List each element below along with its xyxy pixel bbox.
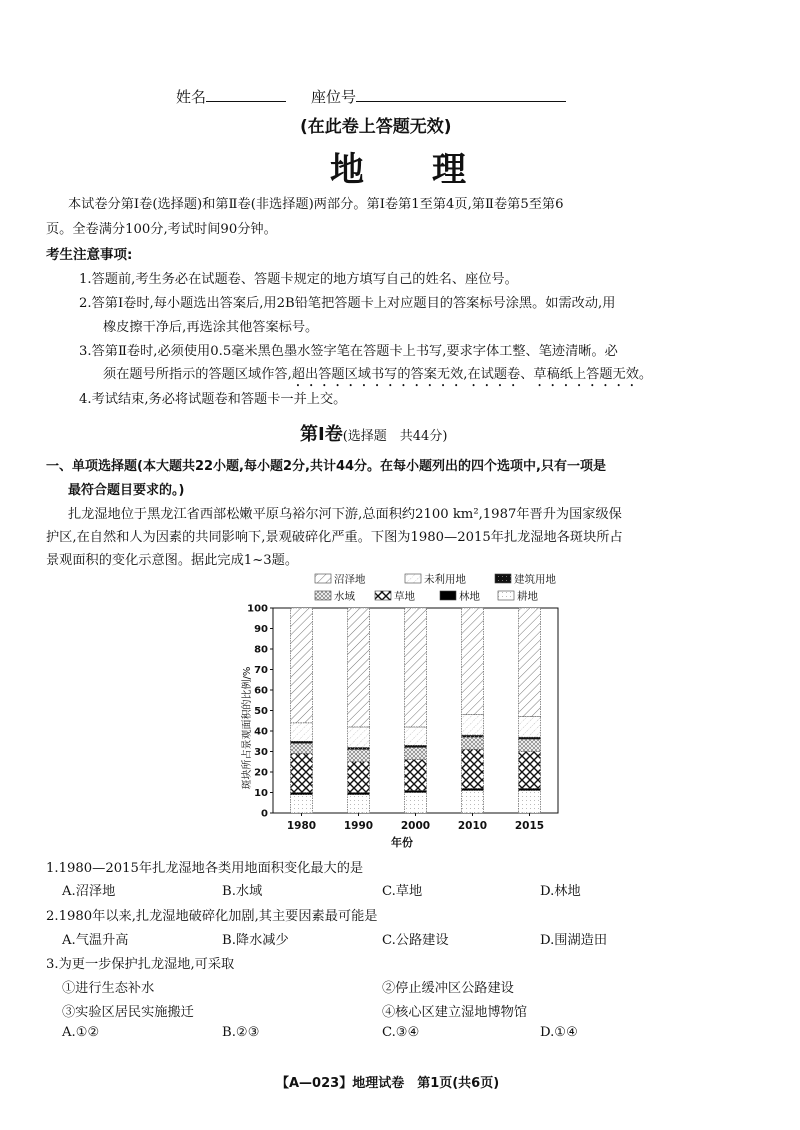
chart-legend (315, 573, 556, 603)
legend-label: 建筑用地 (514, 573, 556, 586)
legend-swatch (405, 574, 421, 583)
y-tick-label: 80 (254, 644, 268, 656)
y-tick-label: 40 (254, 726, 268, 738)
bar-segment (462, 737, 484, 749)
bar-segment (348, 727, 370, 748)
bar-segment (462, 608, 484, 715)
notice-item-3b-emphasis: 超出答题区域书写的答案无效,在试题卷、草稿纸上答题无效。 (291, 367, 653, 382)
bar-segment (519, 788, 541, 790)
bar-segment (519, 717, 541, 738)
bar-segment (462, 788, 484, 790)
intro-line-2: 页。全卷满分100分,考试时间90分钟。 (46, 222, 277, 237)
seat-field[interactable] (356, 100, 566, 102)
bar-segment (462, 749, 484, 788)
page-title: 地 理 (330, 150, 466, 190)
q3-item-3: ③实验区居民实施搬迁 (62, 1005, 194, 1020)
notice-item-4: 4.考试结束,务必将试题卷和答题卡一并上交。 (79, 392, 347, 407)
seat-label: 座位号 (311, 86, 566, 107)
part1-title: 第Ⅰ卷(选择题 共44分) (300, 424, 448, 445)
bar-segment (291, 754, 313, 793)
notice-title: 考生注意事项: (46, 247, 133, 263)
legend-label: 水域 (334, 590, 355, 603)
notice-item-1: 1.答题前,考生务必在试题卷、答题卡规定的地方填写自己的姓名、座位号。 (79, 272, 518, 287)
bar-segment (291, 743, 313, 753)
bar-segment (291, 741, 313, 743)
y-tick-label: 50 (254, 706, 268, 717)
legend-label: 未利用地 (424, 573, 466, 586)
bar-segment (405, 760, 427, 791)
question-3: 3.为更一步保护扎龙湿地,可采取 (46, 957, 235, 972)
passage-line-3: 景观面积的变化示意图。据此完成1~3题。 (46, 553, 299, 568)
q2-option-c: C.公路建设 (382, 933, 449, 948)
page-footer: 【A—023】地理试卷 第1页(共6页) (276, 1076, 500, 1091)
section1-heading-2: 最符合题目要求的。) (68, 483, 185, 498)
x-axis-label: 年份 (391, 836, 413, 848)
legend-swatch (375, 591, 391, 600)
question-2: 2.1980年以来,扎龙湿地破碎化加剧,其主要因素最可能是 (46, 909, 378, 924)
legend-swatch (498, 591, 514, 600)
intro-line-1: 本试卷分第Ⅰ卷(选择题)和第Ⅱ卷(非选择题)两部分。第Ⅰ卷第1至第4页,第Ⅱ卷第5至第6 (68, 197, 564, 212)
name-field[interactable] (206, 100, 286, 102)
q3-option-d: D.①④ (540, 1025, 578, 1040)
passage-line-1: 扎龙湿地位于黑龙江省西部松嫩平原乌裕尔河下游,总面积约2100 km²,1987年晋升为国家级保 (68, 507, 622, 522)
y-tick-label: 10 (254, 788, 268, 799)
bar-segment (519, 752, 541, 789)
passage-line-2: 护区,在自然和人为因素的共同影响下,景观破碎化严重。下图为1980—2015年扎龙湿地各斑块所占 (46, 530, 623, 545)
bar-segment (405, 790, 427, 792)
legend-swatch (315, 591, 331, 600)
bar-segment (405, 747, 427, 759)
legend-label: 林地 (459, 590, 480, 603)
bar-segment (291, 793, 313, 795)
x-tick-label: 2015 (514, 820, 545, 832)
notice-item-2a: 2.答第Ⅰ卷时,每小题选出答案后,用2B铅笔把答题卡上对应题目的答案标号涂黑。如需改动,用 (79, 296, 616, 311)
q3-item-2: ②停止缓冲区公路建设 (382, 981, 514, 996)
bar-segment (291, 723, 313, 741)
q1-option-d: D.林地 (540, 884, 581, 899)
bar-segment (348, 795, 370, 813)
y-tick-label: 20 (254, 767, 268, 779)
bar-segment (519, 737, 541, 739)
bar-segment (462, 715, 484, 736)
y-tick-label: 100 (247, 603, 268, 615)
bar-segment (405, 745, 427, 747)
bar-segment (348, 793, 370, 795)
q1-option-c: C.草地 (382, 884, 423, 899)
bar-segment (405, 793, 427, 814)
bar-segment (348, 608, 370, 727)
bar-segment (291, 608, 313, 723)
landscape-chart (230, 568, 570, 848)
x-tick-label: 1990 (343, 820, 374, 832)
legend-label: 草地 (394, 590, 415, 603)
legend-swatch (315, 574, 331, 583)
section1-heading-1: 一、单项选择题(本大题共22小题,每小题2分,共计44分。在每小题列出的四个选项中,只有一项是 (46, 459, 606, 474)
q3-option-c: C.③④ (382, 1025, 420, 1040)
q2-option-d: D.围湖造田 (540, 933, 608, 948)
y-tick-label: 0 (261, 808, 268, 820)
legend-label: 耕地 (517, 590, 538, 603)
x-tick-label: 2010 (457, 820, 488, 832)
bar-segment (405, 608, 427, 727)
name-label: 姓名 (176, 86, 286, 107)
bar-segment (519, 608, 541, 717)
y-axis-label: 斑块所占景观面积的比例/% (242, 666, 253, 790)
q2-option-a: A.气温升高 (62, 933, 129, 948)
x-tick-label: 2000 (400, 820, 431, 832)
bar-segment (519, 739, 541, 751)
bar-segment (462, 790, 484, 813)
bar-segment (348, 762, 370, 793)
legend-swatch (495, 574, 511, 583)
y-tick-label: 90 (254, 624, 268, 635)
q2-option-b: B.降水减少 (222, 933, 289, 948)
question-1: 1.1980—2015年扎龙湿地各类用地面积变化最大的是 (46, 861, 364, 876)
q3-item-1: ①进行生态补水 (62, 981, 155, 996)
invalid-note: (在此卷上答题无效) (300, 117, 452, 137)
q1-option-b: B.水域 (222, 884, 263, 899)
y-tick-label: 70 (254, 665, 268, 676)
y-tick-label: 60 (254, 685, 268, 697)
bar-segment (291, 795, 313, 813)
x-tick-label: 1980 (286, 820, 317, 832)
q3-option-b: B.②③ (222, 1025, 260, 1040)
bar-segment (405, 727, 427, 745)
notice-item-2b: 橡皮擦干净后,再选涂其他答案标号。 (103, 320, 319, 335)
bar-segment (348, 747, 370, 749)
y-tick-label: 30 (254, 747, 268, 758)
q1-option-a: A.沼泽地 (62, 884, 116, 899)
bar-segment (462, 735, 484, 737)
q3-option-a: A.①② (62, 1025, 100, 1040)
notice-item-3a: 3.答第Ⅱ卷时,必须使用0.5毫米黑色墨水签字笔在答题卡上书写,要求字体工整、笔迹清晰。必 (79, 344, 618, 359)
bar-segment (519, 790, 541, 813)
q3-item-4: ④核心区建立湿地博物馆 (382, 1005, 528, 1020)
bar-segment (348, 749, 370, 761)
legend-label: 沼泽地 (334, 573, 366, 586)
notice-item-3b: 须在题号所指示的答题区域作答,超出答题区域书写的答案无效,在试题卷、草稿纸上答题无效。 (103, 367, 653, 382)
legend-swatch (440, 591, 456, 600)
